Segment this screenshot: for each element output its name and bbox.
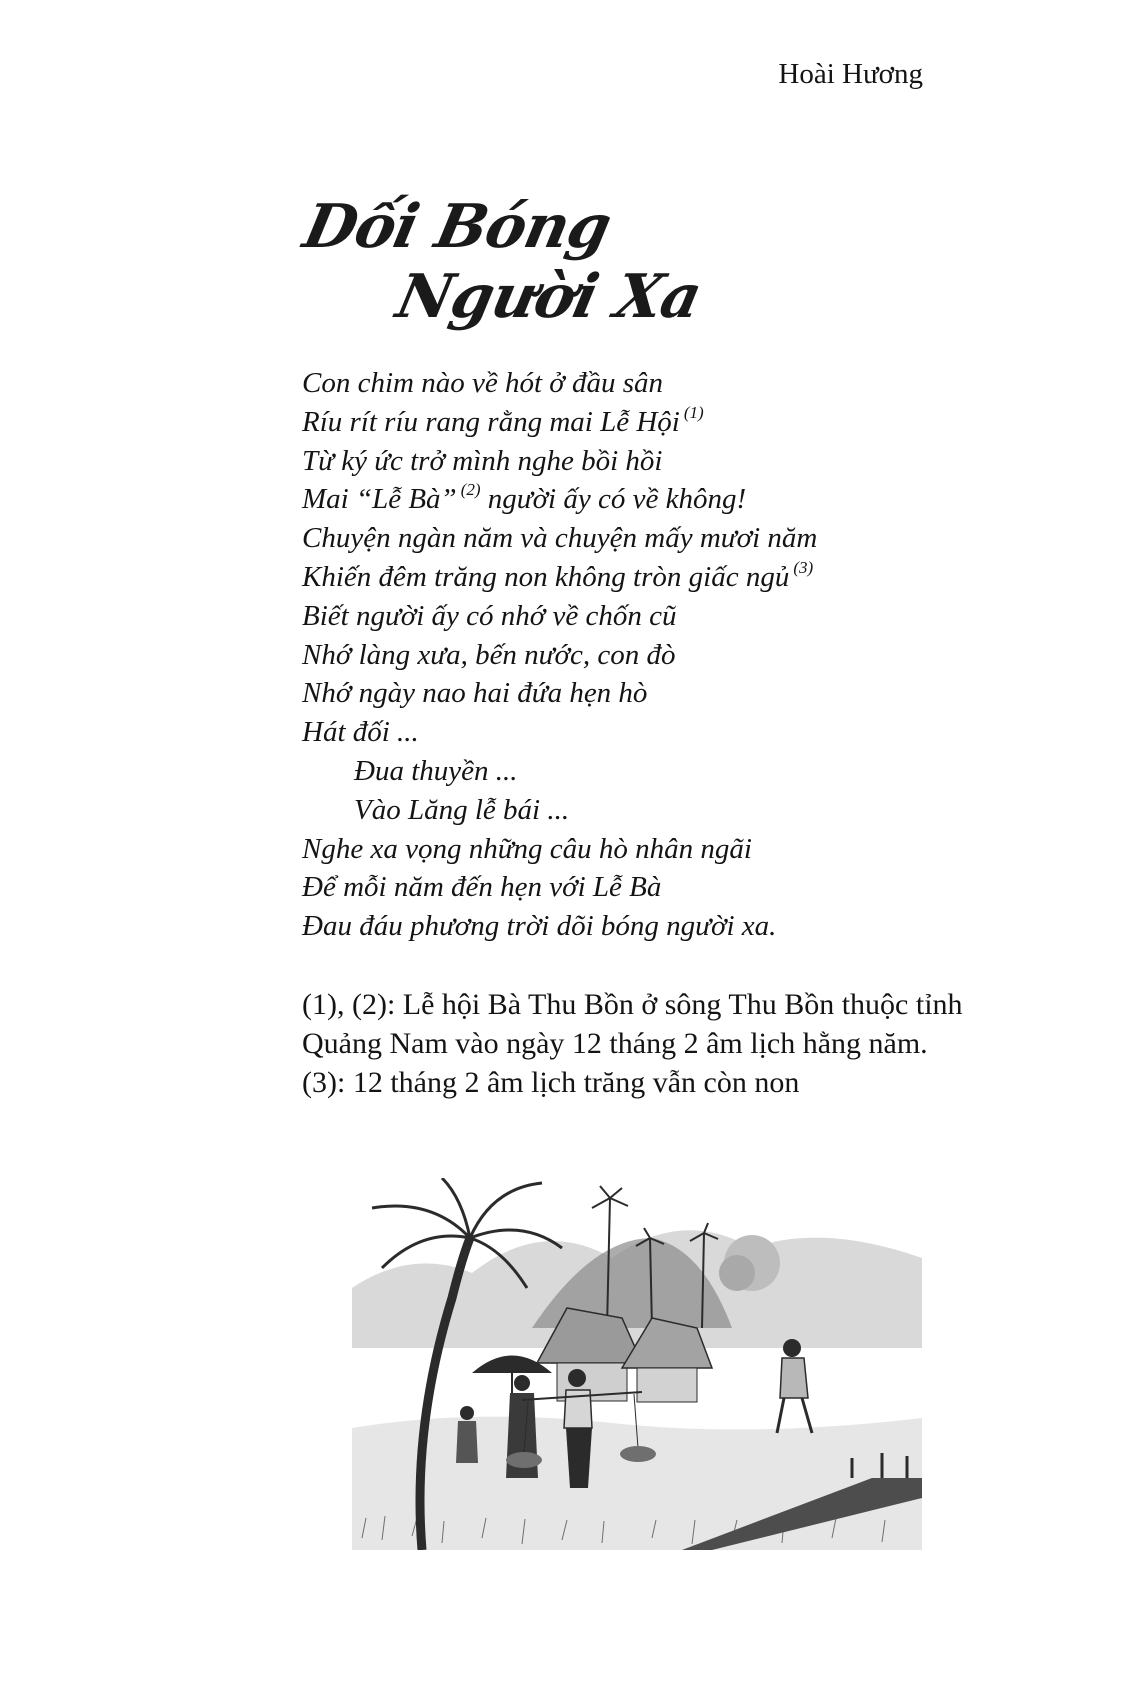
poem-title-line-2: Người Xa: [390, 262, 708, 332]
poem-line: Mai “Lễ Bà” $^{(2)}$ người ấy có về không!: [302, 480, 747, 516]
poem-line: Chuyện ngàn năm và chuyện mấy mươi năm: [302, 522, 818, 555]
poem-body: [302, 364, 817, 946]
poem-line: Khiến đêm trăng non không tròn giấc ngủ $^{(3)}$: [302, 557, 814, 593]
poem-line: Để mỗi năm đến hẹn với Lễ Bà: [302, 871, 662, 904]
poem-line: Con chim nào về hót ở đầu sân: [302, 367, 664, 399]
poem-title-line-1: Dối Bóng: [297, 192, 617, 262]
poem-line: Hát đối ...: [302, 716, 419, 749]
footnote-2: (3): 12 tháng 2 âm lịch trăng vẫn còn non: [302, 1066, 800, 1099]
poem-line: Vào Lăng lễ bái ...: [354, 793, 570, 826]
footnote-1: (1), (2): Lễ hội Bà Thu Bồn ở sông Thu Bồn thuộc tỉnh Quảng Nam vào ngày 12 tháng 2 âm lịch hằng năm.: [302, 988, 963, 1060]
footnote-ref: (3): [793, 557, 814, 577]
poem-line: Nhớ ngày nao hai đứa hẹn hò: [302, 677, 648, 710]
poem-line: Ríu rít ríu rang rằng mai Lễ Hội $^{(1)}$: [302, 402, 704, 438]
footnote-ref: (2): [460, 480, 481, 500]
poem-line: Nhớ làng xưa, bến nước, con đò: [302, 638, 676, 671]
village-river-scene-icon: [352, 1178, 922, 1550]
footnotes: [302, 985, 1022, 1102]
poem-line: Từ ký ức trở mình nghe bồi hồi: [302, 444, 663, 477]
poem-line: Đau đáu phương trời dõi bóng người xa.: [302, 910, 777, 943]
author-name: Hoài Hương: [778, 58, 923, 90]
poem-line: Nghe xa vọng những câu hò nhân ngãi: [302, 832, 752, 865]
footnote-ref: (1): [683, 402, 704, 422]
poem-line: Đua thuyền ...: [354, 754, 518, 787]
poem-line: Biết người ấy có nhớ về chốn cũ: [302, 599, 677, 632]
